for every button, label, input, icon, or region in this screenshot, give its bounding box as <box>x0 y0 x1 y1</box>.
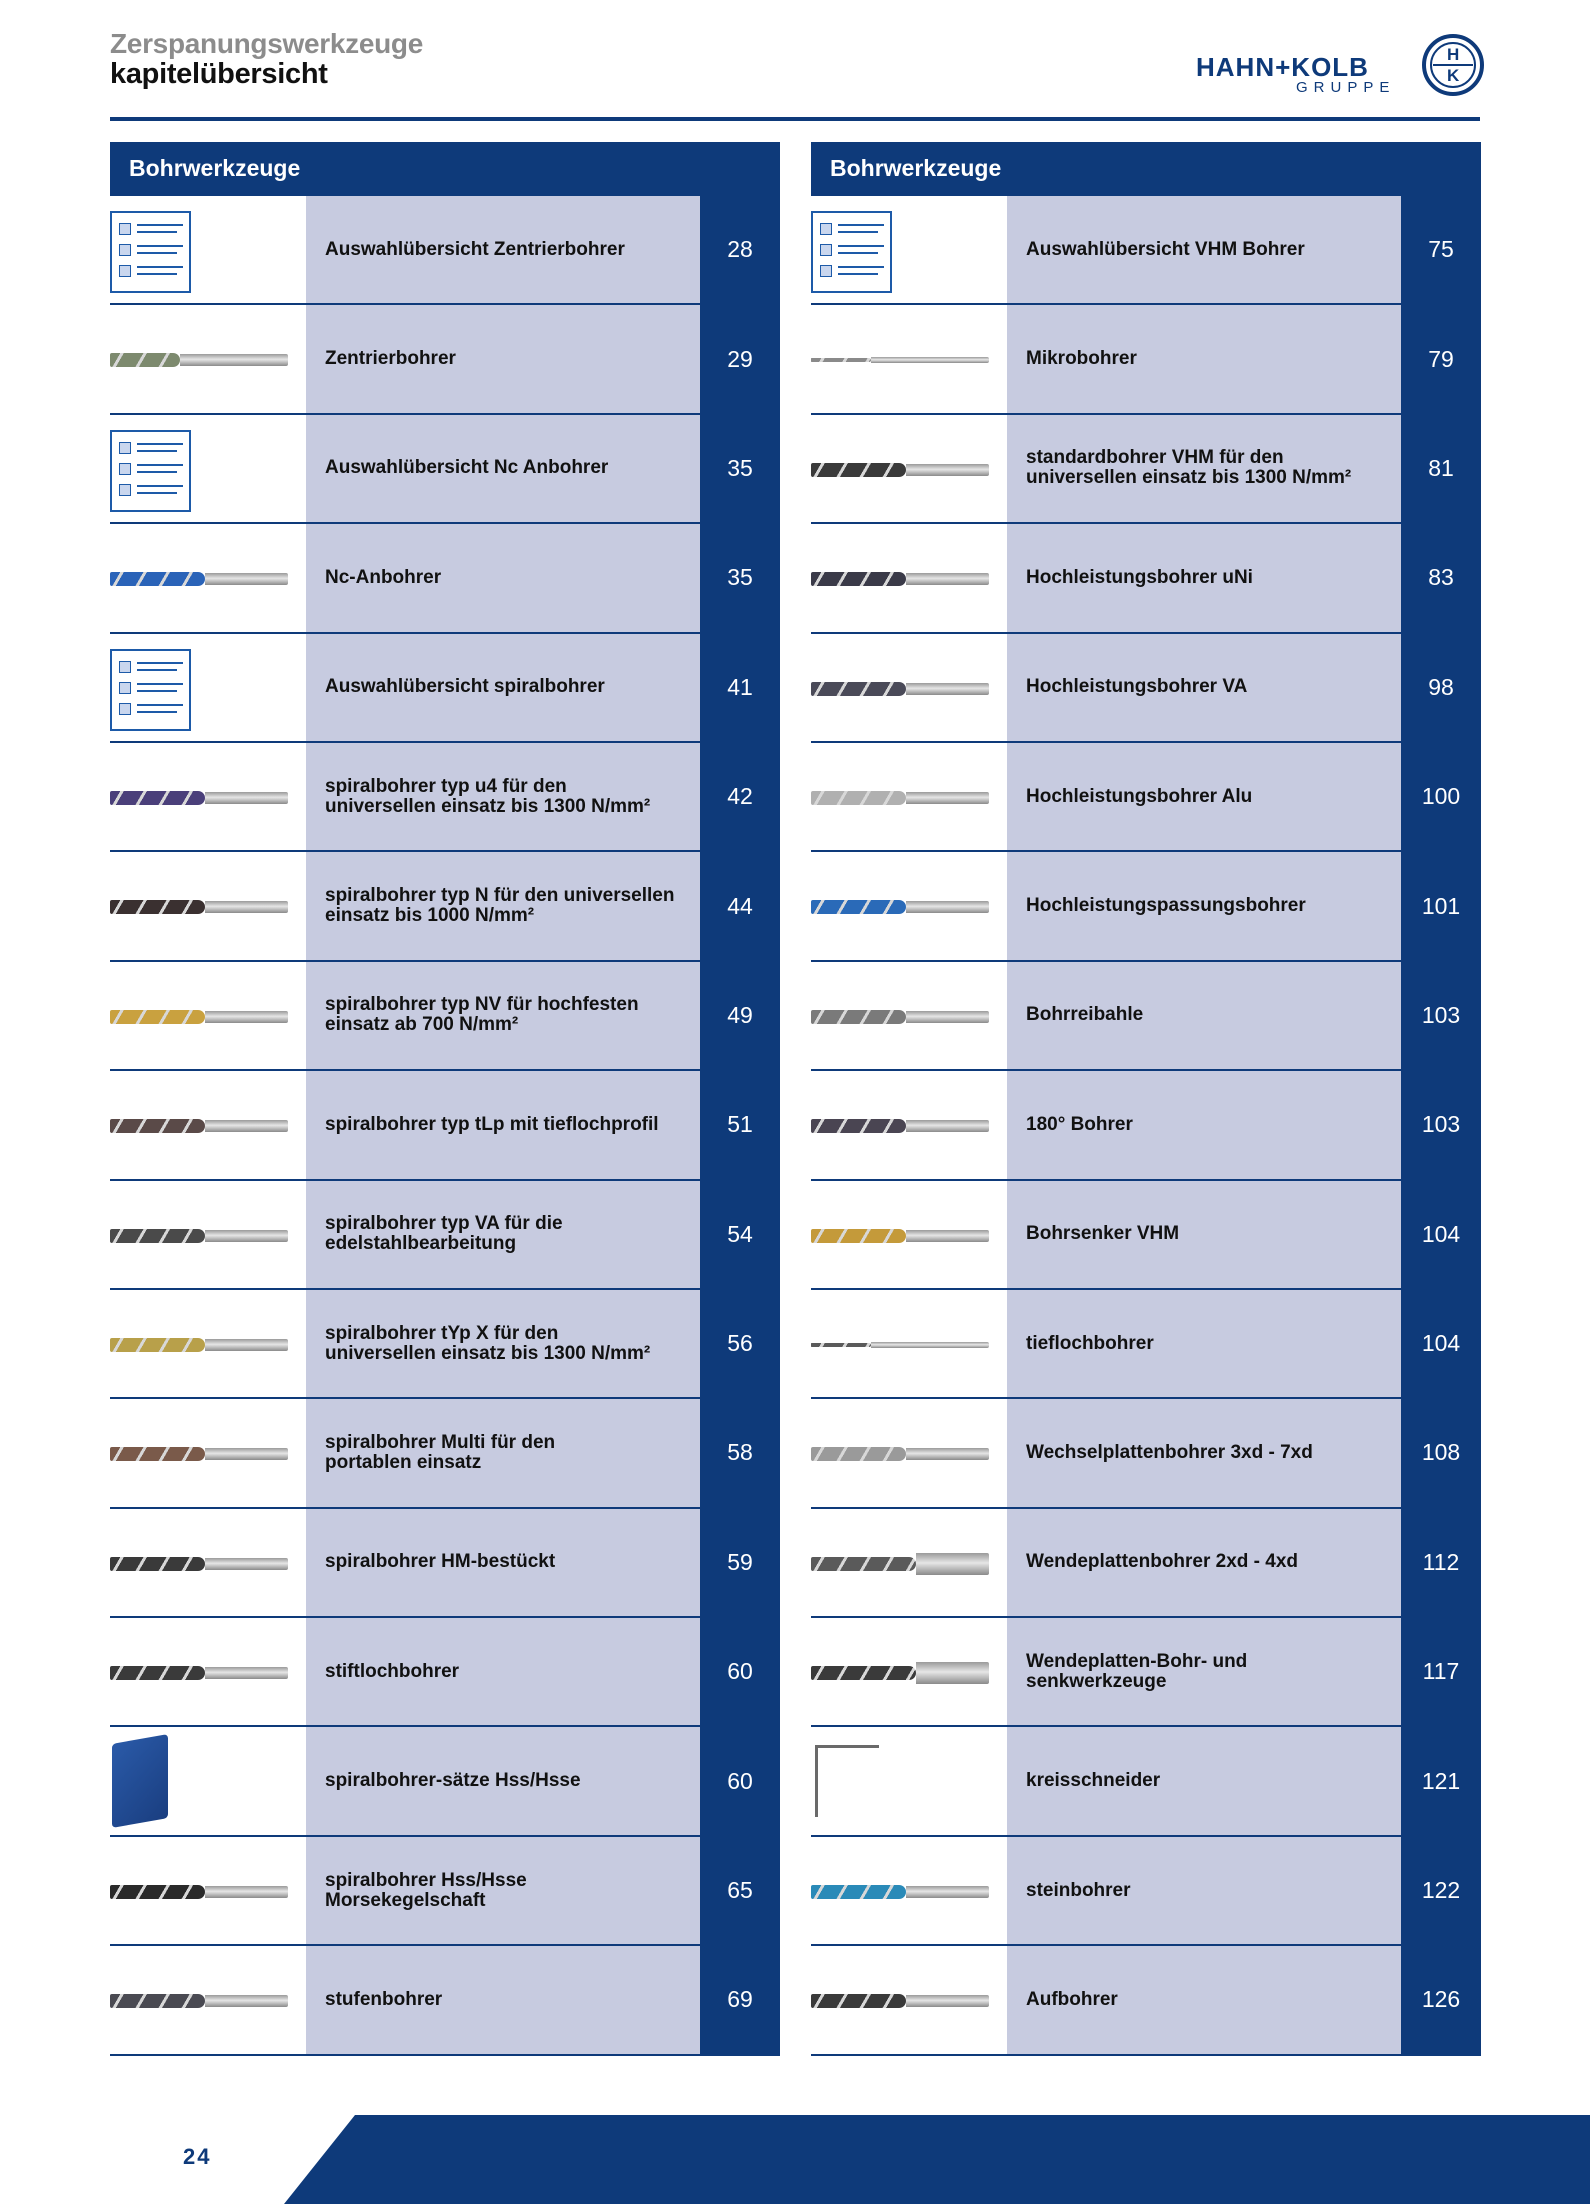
row-page-number: 35 <box>700 415 780 522</box>
row-image <box>811 962 1007 1069</box>
row-page-number: 59 <box>700 1509 780 1616</box>
right-toc-row[interactable] <box>811 305 1481 414</box>
row-image <box>811 1946 1007 2053</box>
right-toc-row[interactable] <box>811 1071 1481 1180</box>
row-label: Wendeplatten-Bohr- und senkwerkzeuge <box>1007 1618 1401 1725</box>
row-page-number: 41 <box>700 634 780 741</box>
row-image <box>110 743 306 850</box>
left-toc-row[interactable] <box>110 634 780 743</box>
row-label: Hochleistungsbohrer Alu <box>1007 743 1401 850</box>
left-toc-row[interactable] <box>110 1837 780 1946</box>
row-image <box>811 524 1007 631</box>
twist-drill-icon <box>110 1660 288 1686</box>
row-page-number: 121 <box>1401 1727 1481 1834</box>
row-label: 180° Bohrer <box>1007 1071 1401 1178</box>
left-toc-row[interactable] <box>110 1290 780 1399</box>
reamer-drill-icon <box>811 1004 989 1030</box>
row-label: Bohrsenker VHM <box>1007 1181 1401 1288</box>
row-label: spiralbohrer typ VA für die edelstahlbearbeitung <box>306 1181 700 1288</box>
row-label: steinbohrer <box>1007 1837 1401 1944</box>
twist-drill-icon <box>110 1332 288 1358</box>
row-page-number: 58 <box>700 1399 780 1506</box>
row-label: Bohrreibahle <box>1007 962 1401 1069</box>
row-image <box>110 196 306 303</box>
indexable-tool-icon <box>811 1660 989 1686</box>
left-toc-row[interactable] <box>110 196 780 305</box>
left-row-list <box>110 196 780 2056</box>
carbide-drill-icon <box>811 894 989 920</box>
left-toc-row[interactable] <box>110 1946 780 2055</box>
row-label: spiralbohrer Hss/Hsse Morsekegelschaft <box>306 1837 700 1944</box>
row-page-number: 98 <box>1401 634 1481 741</box>
row-page-number: 60 <box>700 1618 780 1725</box>
row-image <box>110 1399 306 1506</box>
left-toc-row[interactable] <box>110 1509 780 1618</box>
row-page-number: 103 <box>1401 1071 1481 1178</box>
left-column-heading: Bohrwerkzeuge <box>110 142 780 196</box>
twist-drill-icon <box>110 1551 288 1577</box>
row-label: Auswahlübersicht spiralbohrer <box>306 634 700 741</box>
row-page-number: 35 <box>700 524 780 631</box>
row-label: Wechselplattenbohrer 3xd - 7xd <box>1007 1399 1401 1506</box>
carbide-drill-icon <box>811 1113 989 1139</box>
row-image <box>110 1181 306 1288</box>
carbide-drill-icon <box>811 457 989 483</box>
header-divider <box>110 117 1480 121</box>
row-image <box>110 1837 306 1944</box>
row-page-number: 104 <box>1401 1181 1481 1288</box>
center-drill-icon <box>110 347 288 373</box>
row-label: stufenbohrer <box>306 1946 700 2053</box>
row-label: spiralbohrer Multi für den portablen einsatz <box>306 1399 700 1506</box>
twist-drill-icon <box>110 1113 288 1139</box>
right-toc-row[interactable] <box>811 1181 1481 1290</box>
page-title: kapitelübersicht <box>110 58 328 90</box>
row-label: Auswahlübersicht Nc Anbohrer <box>306 415 700 522</box>
circle-cutter-icon <box>815 1745 879 1817</box>
carbide-drill-icon <box>811 785 989 811</box>
right-toc-row[interactable] <box>811 1946 1481 2055</box>
twist-drill-icon <box>110 1223 288 1249</box>
right-column <box>811 142 1481 2056</box>
row-page-number: 60 <box>700 1727 780 1834</box>
row-label: tieflochbohrer <box>1007 1290 1401 1397</box>
logo-group-label: GRUPPE <box>1296 79 1396 96</box>
left-toc-row[interactable] <box>110 415 780 524</box>
row-page-number: 122 <box>1401 1837 1481 1944</box>
row-label: Mikrobohrer <box>1007 305 1401 412</box>
row-label: kreisschneider <box>1007 1727 1401 1834</box>
right-toc-row[interactable] <box>811 1399 1481 1508</box>
row-image <box>811 743 1007 850</box>
row-label: spiralbohrer typ tLp mit tieflochprofil <box>306 1071 700 1178</box>
row-page-number: 65 <box>700 1837 780 1944</box>
right-toc-row[interactable] <box>811 1618 1481 1727</box>
logo-emblem-icon: H K <box>1422 34 1484 96</box>
list-icon <box>110 430 191 512</box>
right-toc-row[interactable] <box>811 743 1481 852</box>
row-image <box>110 1509 306 1616</box>
left-toc-row[interactable] <box>110 1071 780 1180</box>
row-label: spiralbohrer typ u4 für den universellen einsatz bis 1300 N/mm² <box>306 743 700 850</box>
right-toc-row[interactable] <box>811 1727 1481 1836</box>
row-label: Nc-Anbohrer <box>306 524 700 631</box>
right-column-heading: Bohrwerkzeuge <box>811 142 1481 196</box>
row-image <box>110 415 306 522</box>
row-page-number: 75 <box>1401 196 1481 303</box>
row-page-number: 103 <box>1401 962 1481 1069</box>
row-image <box>811 1509 1007 1616</box>
row-image <box>110 852 306 959</box>
row-page-number: 81 <box>1401 415 1481 522</box>
deep-hole-drill-icon <box>811 1332 989 1358</box>
right-toc-row[interactable] <box>811 415 1481 524</box>
row-page-number: 117 <box>1401 1618 1481 1725</box>
row-image <box>811 1399 1007 1506</box>
row-image <box>110 305 306 412</box>
row-page-number: 126 <box>1401 1946 1481 2053</box>
row-image <box>811 1290 1007 1397</box>
left-toc-row[interactable] <box>110 1399 780 1508</box>
row-image <box>811 634 1007 741</box>
row-label: Auswahlübersicht VHM Bohrer <box>1007 196 1401 303</box>
row-page-number: 51 <box>700 1071 780 1178</box>
row-label: spiralbohrer typ NV für hochfesten einsatz ab 700 N/mm² <box>306 962 700 1069</box>
row-page-number: 79 <box>1401 305 1481 412</box>
page-subtitle: Zerspanungswerkzeuge <box>110 28 423 59</box>
row-image <box>811 196 1007 303</box>
nc-drill-icon <box>110 566 288 592</box>
row-page-number: 83 <box>1401 524 1481 631</box>
right-toc-row[interactable] <box>811 524 1481 633</box>
row-page-number: 49 <box>700 962 780 1069</box>
left-toc-row[interactable] <box>110 305 780 414</box>
carbide-drill-icon <box>811 1223 989 1249</box>
row-page-number: 54 <box>700 1181 780 1288</box>
insert-drill-icon <box>811 1441 989 1467</box>
row-image <box>811 305 1007 412</box>
left-toc-row[interactable] <box>110 962 780 1071</box>
left-toc-row[interactable] <box>110 1618 780 1727</box>
carbide-drill-icon <box>811 676 989 702</box>
masonry-drill-icon <box>811 1879 989 1905</box>
row-label: spiralbohrer HM-bestückt <box>306 1509 700 1616</box>
twist-drill-icon <box>110 1441 288 1467</box>
row-image <box>110 1618 306 1725</box>
right-toc-row[interactable] <box>811 852 1481 961</box>
row-label: Aufbohrer <box>1007 1946 1401 2053</box>
row-page-number: 29 <box>700 305 780 412</box>
row-image <box>811 1618 1007 1725</box>
row-label: Hochleistungsbohrer uNi <box>1007 524 1401 631</box>
left-toc-row[interactable] <box>110 852 780 961</box>
step-drill-icon <box>110 1988 288 2014</box>
right-toc-row[interactable] <box>811 1290 1481 1399</box>
row-label: spiralbohrer typ N für den universellen einsatz bis 1000 N/mm² <box>306 852 700 959</box>
row-page-number: 28 <box>700 196 780 303</box>
right-row-list <box>811 196 1481 2056</box>
row-image <box>110 1071 306 1178</box>
row-label: Wendeplattenbohrer 2xd - 4xd <box>1007 1509 1401 1616</box>
row-page-number: 108 <box>1401 1399 1481 1506</box>
twist-drill-icon <box>110 1879 288 1905</box>
hahn-kolb-logo <box>1190 34 1490 104</box>
list-icon <box>110 211 191 293</box>
right-toc-row[interactable] <box>811 962 1481 1071</box>
right-toc-row[interactable] <box>811 634 1481 743</box>
left-toc-row[interactable] <box>110 743 780 852</box>
twist-drill-icon <box>110 1004 288 1030</box>
row-image <box>811 1071 1007 1178</box>
drill-set-icon <box>112 1735 168 1829</box>
list-icon <box>811 211 892 293</box>
row-image <box>110 634 306 741</box>
row-image <box>110 1946 306 2053</box>
core-drill-icon <box>811 1988 989 2014</box>
row-page-number: 69 <box>700 1946 780 2053</box>
indexable-drill-icon <box>811 1551 989 1577</box>
row-label: spiralbohrer-sätze Hss/Hsse <box>306 1727 700 1834</box>
row-page-number: 104 <box>1401 1290 1481 1397</box>
row-page-number: 42 <box>700 743 780 850</box>
right-toc-row[interactable] <box>811 196 1481 305</box>
row-page-number: 56 <box>700 1290 780 1397</box>
twist-drill-icon <box>110 785 288 811</box>
row-label: spiralbohrer tYp X für den universellen einsatz bis 1300 N/mm² <box>306 1290 700 1397</box>
row-label: standardbohrer VHM für den universellen einsatz bis 1300 N/mm² <box>1007 415 1401 522</box>
row-image <box>110 1290 306 1397</box>
right-toc-row[interactable] <box>811 1509 1481 1618</box>
logo-wordmark: HAHN+KOLB <box>1196 52 1369 82</box>
row-label: Zentrierbohrer <box>306 305 700 412</box>
carbide-drill-icon <box>811 566 989 592</box>
page-number: 24 <box>183 2144 212 2169</box>
row-image <box>110 962 306 1069</box>
left-toc-row[interactable] <box>110 1181 780 1290</box>
row-image <box>811 1181 1007 1288</box>
row-image <box>811 1837 1007 1944</box>
row-label: stiftlochbohrer <box>306 1618 700 1725</box>
row-image <box>811 415 1007 522</box>
twist-drill-icon <box>110 894 288 920</box>
row-image <box>811 1727 1007 1834</box>
row-label: Hochleistungspassungsbohrer <box>1007 852 1401 959</box>
list-icon <box>110 649 191 731</box>
footer-band <box>0 2115 1590 2204</box>
row-label: Auswahlübersicht Zentrierbohrer <box>306 196 700 303</box>
row-page-number: 44 <box>700 852 780 959</box>
left-toc-row[interactable] <box>110 524 780 633</box>
left-toc-row[interactable] <box>110 1727 780 1836</box>
row-page-number: 100 <box>1401 743 1481 850</box>
left-column <box>110 142 780 2056</box>
row-page-number: 112 <box>1401 1509 1481 1616</box>
row-image <box>811 852 1007 959</box>
row-image <box>110 524 306 631</box>
row-label: Hochleistungsbohrer VA <box>1007 634 1401 741</box>
row-page-number: 101 <box>1401 852 1481 959</box>
row-image <box>110 1727 306 1834</box>
micro-drill-icon <box>811 347 989 373</box>
right-toc-row[interactable] <box>811 1837 1481 1946</box>
